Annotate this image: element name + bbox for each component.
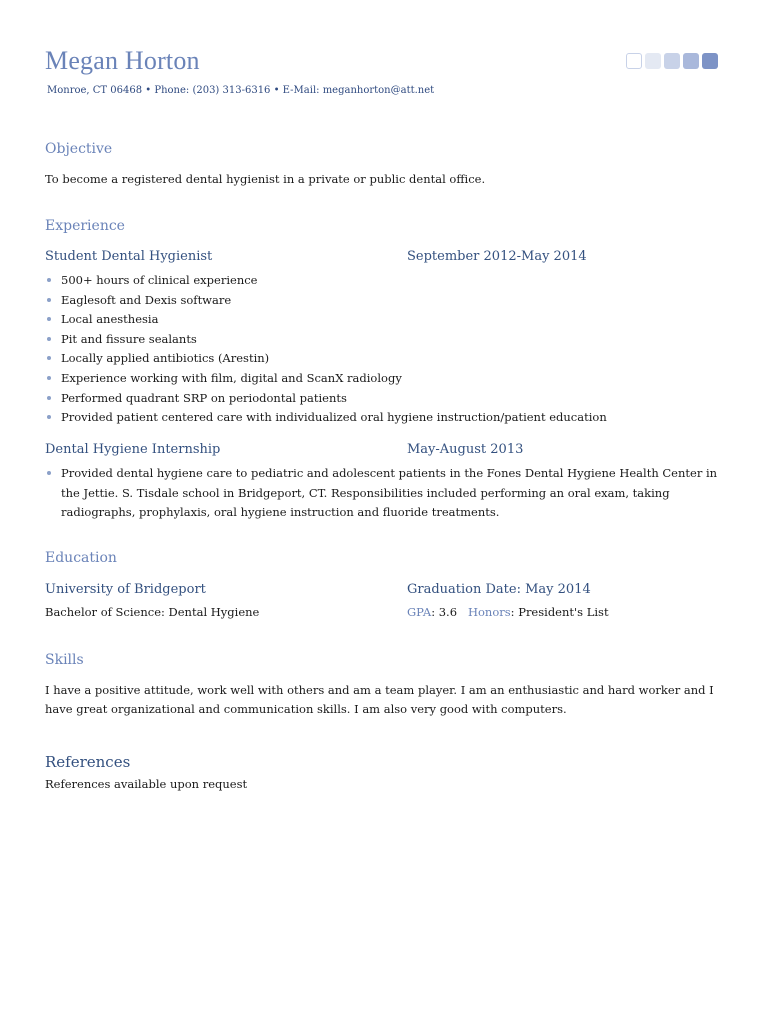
job-date-2: May-August 2013 xyxy=(407,442,524,457)
references-heading: References xyxy=(45,753,131,771)
decorative-blocks xyxy=(626,53,718,69)
experience-heading: Experience xyxy=(45,218,125,234)
honors-value: : President's List xyxy=(510,605,609,619)
list-item: Locally applied antibiotics (Arestin) xyxy=(45,349,735,369)
job-1-bullets xyxy=(45,271,735,428)
graduation-date: Graduation Date: May 2014 xyxy=(407,582,591,597)
list-item: Provided patient centered care with individualized oral hygiene instruction/patient education xyxy=(45,408,735,428)
job-2-bullets xyxy=(45,464,735,523)
block-1 xyxy=(626,53,642,69)
gpa-value: : 3.6 xyxy=(431,605,458,619)
block-2 xyxy=(645,53,661,69)
skills-heading: Skills xyxy=(45,652,84,668)
objective-heading: Objective xyxy=(45,141,113,157)
candidate-name: Megan Horton xyxy=(45,46,200,75)
skills-text: I have a positive attitude, work well with others and am a team player. I am an enthusiastic and hard worker and I have great organizational and communication skills. I am also very good with computers. xyxy=(45,683,714,716)
list-item: Pit and fissure sealants xyxy=(45,330,735,350)
block-4 xyxy=(683,53,699,69)
gpa-label: GPA xyxy=(407,605,432,619)
list-item: 500+ hours of clinical experience xyxy=(45,271,735,291)
block-5 xyxy=(702,53,718,69)
job-date-1: September 2012-May 2014 xyxy=(407,249,587,264)
contact-line: Monroe, CT 06468 • Phone: (203) 313-6316 • E-Mail: meganhorton@att.net xyxy=(47,85,435,96)
list-item: Provided dental hygiene care to pediatric and adolescent patients in the Fones Dental Hygiene Health Center in the Jettie. S. Tisdale school in Bridgeport, CT. Responsibilities included performing an oral exam, taking radiographs, prophylaxis, oral hygiene instruction and fluoride treatments. xyxy=(45,464,735,523)
list-item: Local anesthesia xyxy=(45,310,735,330)
list-item: Performed quadrant SRP on periodontal patients xyxy=(45,389,735,409)
block-3 xyxy=(664,53,680,69)
honors-label: Honors xyxy=(467,605,511,619)
degree: Bachelor of Science: Dental Hygiene xyxy=(45,605,260,619)
list-item: Experience working with film, digital and ScanX radiology xyxy=(45,369,735,389)
education-heading: Education xyxy=(45,550,117,566)
job-title-2: Dental Hygiene Internship xyxy=(45,442,221,457)
school-name: University of Bridgeport xyxy=(45,582,206,597)
job-title-1: Student Dental Hygienist xyxy=(45,249,213,264)
objective-text: To become a registered dental hygienist in a private or public dental office. xyxy=(45,172,486,186)
references-text: References available upon request xyxy=(45,777,248,791)
list-item: Eaglesoft and Dexis software xyxy=(45,291,735,311)
gpa-honors-line xyxy=(407,603,609,622)
